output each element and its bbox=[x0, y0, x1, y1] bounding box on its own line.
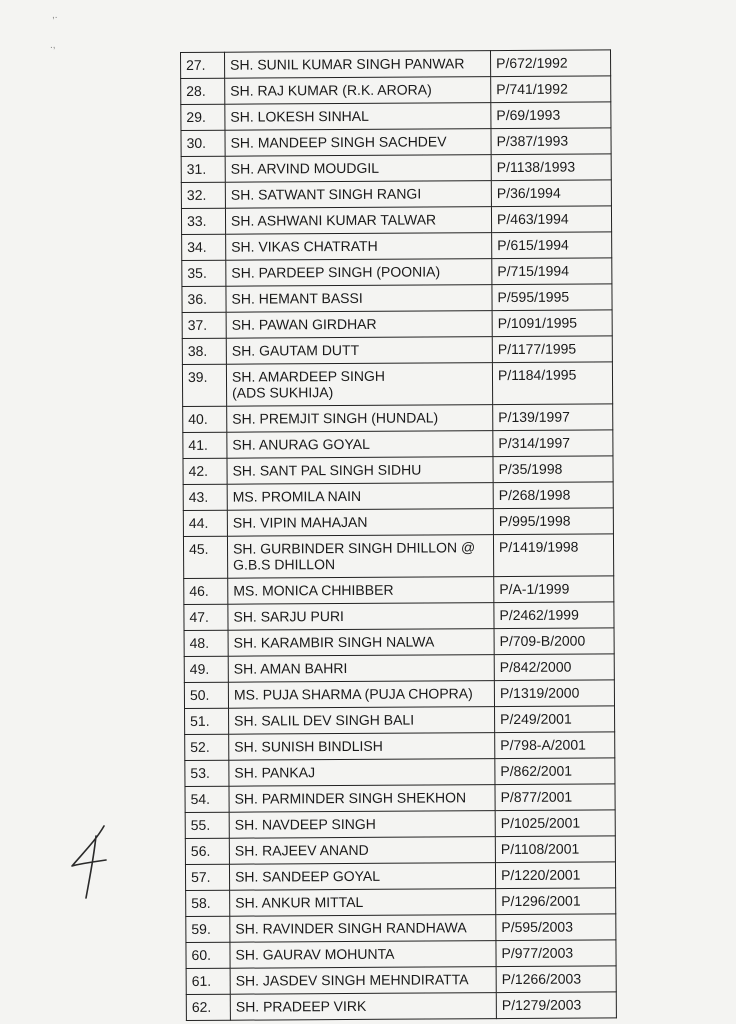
serial-number: 32. bbox=[181, 182, 225, 208]
member-name-cell bbox=[229, 785, 495, 813]
serial-number: 55. bbox=[185, 812, 229, 838]
member-name-cell bbox=[225, 207, 491, 235]
member-name-cell bbox=[228, 681, 494, 709]
member-name-cell bbox=[229, 733, 495, 761]
serial-number: 57. bbox=[185, 864, 229, 890]
table-row bbox=[183, 508, 613, 537]
table-row bbox=[185, 836, 615, 865]
table-row bbox=[181, 76, 611, 105]
table-row bbox=[184, 680, 614, 709]
registration-number: P/2462/1999 bbox=[494, 602, 614, 629]
registration-number: P/A-1/1999 bbox=[494, 576, 614, 603]
member-name: SH. PARMINDER SINGH SHEKHON bbox=[234, 789, 467, 807]
serial-number: 54. bbox=[185, 786, 229, 812]
serial-number: 47. bbox=[184, 604, 228, 630]
member-name-cell bbox=[227, 483, 493, 511]
registration-number: P/862/2001 bbox=[495, 758, 615, 785]
member-name: SH. SALIL DEV SINGH BALI bbox=[234, 711, 415, 729]
table-row bbox=[181, 154, 611, 183]
table-row bbox=[184, 602, 614, 631]
serial-number: 49. bbox=[184, 656, 228, 682]
registration-number: P/842/2000 bbox=[494, 654, 614, 681]
serial-number: 39. bbox=[182, 364, 226, 406]
table-row bbox=[183, 456, 613, 485]
registration-number: P/36/1994 bbox=[491, 180, 611, 207]
member-name: SH. SANDEEP GOYAL bbox=[234, 867, 381, 885]
registration-number: P/1108/2001 bbox=[495, 836, 615, 863]
member-name-continued: G.B.S DHILLON bbox=[233, 556, 336, 573]
member-name: SH. PAWAN GIRDHAR bbox=[231, 315, 377, 333]
member-name: SH. ANURAG GOYAL bbox=[232, 435, 370, 453]
member-name-cell bbox=[226, 233, 492, 261]
table-row bbox=[184, 576, 614, 605]
serial-number: 29. bbox=[181, 104, 225, 130]
registration-number: P/268/1998 bbox=[493, 482, 613, 509]
serial-number: 51. bbox=[185, 708, 229, 734]
registration-number: P/615/1994 bbox=[492, 232, 612, 259]
serial-number: 60. bbox=[186, 942, 230, 968]
serial-number: 34. bbox=[182, 234, 226, 260]
serial-number: 61. bbox=[186, 968, 230, 994]
serial-number: 62. bbox=[186, 994, 230, 1020]
member-name: SH. ASHWANI KUMAR TALWAR bbox=[230, 211, 437, 229]
member-name-cell bbox=[228, 629, 494, 657]
member-name-cell bbox=[230, 941, 496, 969]
registration-number: P/1091/1995 bbox=[492, 310, 612, 337]
serial-number: 44. bbox=[183, 510, 227, 536]
registration-number: P/1296/2001 bbox=[496, 888, 616, 915]
member-name-cell bbox=[226, 311, 492, 339]
serial-number: 45. bbox=[183, 536, 227, 578]
table-row bbox=[185, 810, 615, 839]
member-name: SH. PARDEEP SINGH (POONIA) bbox=[231, 263, 441, 281]
member-name: SH. GAUTAM DUTT bbox=[231, 341, 360, 359]
serial-number: 30. bbox=[181, 130, 225, 156]
serial-number: 41. bbox=[183, 432, 227, 458]
table-row bbox=[186, 940, 616, 969]
registration-number: P/1177/1995 bbox=[492, 336, 612, 363]
member-name: SH. SANT PAL SINGH SIDHU bbox=[232, 461, 422, 479]
registration-number: P/798-A/2001 bbox=[495, 732, 615, 759]
registration-number: P/1138/1993 bbox=[491, 154, 611, 181]
registration-number: P/595/2003 bbox=[496, 914, 616, 941]
registration-number: P/715/1994 bbox=[492, 258, 612, 285]
member-name: SH. KARAMBIR SINGH NALWA bbox=[233, 633, 435, 651]
member-name: SH. VIPIN MAHAJAN bbox=[232, 513, 368, 531]
roster-table bbox=[180, 49, 617, 1021]
table-row bbox=[185, 732, 615, 761]
table-row bbox=[182, 362, 612, 407]
table-row bbox=[183, 534, 613, 579]
scan-speck: ., bbox=[50, 40, 56, 51]
registration-number: P/314/1997 bbox=[493, 430, 613, 457]
member-name-cell bbox=[229, 811, 495, 839]
member-name-cell bbox=[229, 707, 495, 735]
roster-table-container bbox=[180, 52, 610, 1021]
member-name-cell bbox=[228, 603, 494, 631]
serial-number: 33. bbox=[181, 208, 225, 234]
table-row bbox=[185, 706, 615, 735]
member-name: SH. NAVDEEP SINGH bbox=[234, 815, 376, 833]
serial-number: 31. bbox=[181, 156, 225, 182]
registration-number: P/877/2001 bbox=[495, 784, 615, 811]
table-row bbox=[186, 888, 616, 917]
serial-number: 58. bbox=[186, 890, 230, 916]
member-name: SH. PREMJIT SINGH (HUNDAL) bbox=[232, 409, 439, 427]
serial-number: 36. bbox=[182, 286, 226, 312]
member-name: SH. GAURAV MOHUNTA bbox=[235, 945, 395, 963]
serial-number: 27. bbox=[181, 52, 225, 78]
registration-number: P/1220/2001 bbox=[495, 862, 615, 889]
member-name: SH. PANKAJ bbox=[234, 764, 316, 781]
serial-number: 53. bbox=[185, 760, 229, 786]
member-name: SH. GURBINDER SINGH DHILLON @ bbox=[232, 539, 476, 557]
member-name: SH. SUNISH BINDLISH bbox=[234, 737, 383, 755]
member-name-cell bbox=[225, 77, 491, 105]
table-row bbox=[181, 206, 611, 235]
serial-number: 35. bbox=[182, 260, 226, 286]
registration-number: P/69/1993 bbox=[491, 102, 611, 129]
member-name: SH. PRADEEP VIRK bbox=[235, 997, 367, 1015]
table-row bbox=[182, 258, 612, 287]
member-name: SH. ANKUR MITTAL bbox=[235, 893, 364, 911]
member-name-cell bbox=[225, 51, 491, 79]
member-name-cell bbox=[228, 577, 494, 605]
member-name-cell bbox=[226, 337, 492, 365]
member-name: SH. SARJU PURI bbox=[233, 608, 344, 625]
registration-number: P/977/2003 bbox=[496, 940, 616, 967]
member-name: SH. RAVINDER SINGH RANDHAWA bbox=[235, 919, 467, 937]
member-name-cell bbox=[227, 457, 493, 485]
table-row bbox=[182, 310, 612, 339]
registration-number: P/709-B/2000 bbox=[494, 628, 614, 655]
table-row bbox=[182, 232, 612, 261]
member-name-continued: (ADS SUKHIJA) bbox=[232, 384, 334, 401]
member-name-cell bbox=[229, 759, 495, 787]
table-row bbox=[182, 336, 612, 365]
registration-number: P/387/1993 bbox=[491, 128, 611, 155]
table-row bbox=[185, 758, 615, 787]
serial-number: 28. bbox=[181, 78, 225, 104]
member-name-cell bbox=[230, 889, 496, 917]
handwritten-initial-signature bbox=[66, 822, 114, 902]
member-name-cell bbox=[227, 535, 493, 579]
serial-number: 43. bbox=[183, 484, 227, 510]
serial-number: 40. bbox=[183, 406, 227, 432]
registration-number: P/1279/2003 bbox=[496, 992, 616, 1019]
registration-number: P/139/1997 bbox=[493, 404, 613, 431]
member-name: SH. JASDEV SINGH MEHNDIRATTA bbox=[235, 971, 469, 989]
registration-number: P/672/1992 bbox=[490, 50, 610, 77]
registration-number: P/1319/2000 bbox=[494, 680, 614, 707]
member-name: SH. SUNIL KUMAR SINGH PANWAR bbox=[230, 55, 465, 73]
registration-number: P/35/1998 bbox=[493, 456, 613, 483]
member-name-cell bbox=[229, 837, 495, 865]
registration-number: P/1025/2001 bbox=[495, 810, 615, 837]
table-row bbox=[182, 284, 612, 313]
member-name-cell bbox=[225, 181, 491, 209]
serial-number: 37. bbox=[182, 312, 226, 338]
member-name-cell bbox=[229, 863, 495, 891]
member-name-cell bbox=[225, 155, 491, 183]
member-name-cell bbox=[230, 915, 496, 943]
registration-number: P/463/1994 bbox=[491, 206, 611, 233]
table-row bbox=[183, 430, 613, 459]
serial-number: 48. bbox=[184, 630, 228, 656]
table-row bbox=[184, 628, 614, 657]
registration-number: P/1266/2003 bbox=[496, 966, 616, 993]
registration-number: P/249/2001 bbox=[495, 706, 615, 733]
member-name: MS. PROMILA NAIN bbox=[232, 487, 362, 505]
member-name: SH. LOKESH SINHAL bbox=[230, 107, 369, 125]
member-name: SH. ARVIND MOUDGIL bbox=[230, 159, 380, 177]
member-name: SH. RAJEEV ANAND bbox=[234, 841, 369, 859]
member-name: SH. VIKAS CHATRATH bbox=[231, 237, 378, 255]
member-name: SH. AMAN BAHRI bbox=[233, 659, 348, 677]
serial-number: 50. bbox=[184, 682, 228, 708]
member-name: MS. PUJA SHARMA (PUJA CHOPRA) bbox=[233, 685, 473, 703]
table-row bbox=[183, 404, 613, 433]
member-name-cell bbox=[226, 363, 492, 407]
registration-number: P/1419/1998 bbox=[493, 534, 613, 577]
serial-number: 52. bbox=[185, 734, 229, 760]
member-name-cell bbox=[226, 259, 492, 287]
member-name-cell bbox=[228, 655, 494, 683]
member-name-cell bbox=[226, 285, 492, 313]
member-name-cell bbox=[230, 967, 496, 995]
member-name: SH. AMARDEEP SINGH bbox=[231, 367, 386, 385]
member-name-cell bbox=[227, 431, 493, 459]
registration-number: P/595/1995 bbox=[492, 284, 612, 311]
table-row bbox=[183, 482, 613, 511]
table-row bbox=[181, 102, 611, 131]
table-row bbox=[186, 914, 616, 943]
member-name-cell bbox=[225, 103, 491, 131]
member-name: SH. HEMANT BASSI bbox=[231, 289, 363, 307]
scan-speck: ,. bbox=[52, 10, 58, 21]
registration-number: P/741/1992 bbox=[491, 76, 611, 103]
table-row bbox=[185, 862, 615, 891]
member-name: MS. MONICA CHHIBBER bbox=[233, 581, 394, 599]
table-row bbox=[184, 654, 614, 683]
member-name-cell bbox=[227, 405, 493, 433]
member-name: SH. RAJ KUMAR (R.K. ARORA) bbox=[230, 81, 432, 99]
serial-number: 59. bbox=[186, 916, 230, 942]
table-row bbox=[181, 128, 611, 157]
table-row bbox=[181, 50, 611, 79]
table-row bbox=[186, 966, 616, 995]
member-name-cell bbox=[230, 993, 496, 1021]
table-row bbox=[181, 180, 611, 209]
registration-number: P/1184/1995 bbox=[492, 362, 612, 405]
member-name: SH. SATWANT SINGH RANGI bbox=[230, 185, 422, 203]
serial-number: 56. bbox=[185, 838, 229, 864]
serial-number: 42. bbox=[183, 458, 227, 484]
member-name-cell bbox=[225, 129, 491, 157]
registration-number: P/995/1998 bbox=[493, 508, 613, 535]
member-name-cell bbox=[227, 509, 493, 537]
table-row bbox=[186, 992, 616, 1021]
table-row bbox=[185, 784, 615, 813]
serial-number: 46. bbox=[184, 578, 228, 604]
serial-number: 38. bbox=[182, 338, 226, 364]
member-name: SH. MANDEEP SINGH SACHDEV bbox=[230, 133, 447, 151]
roster-table-body bbox=[181, 50, 617, 1021]
